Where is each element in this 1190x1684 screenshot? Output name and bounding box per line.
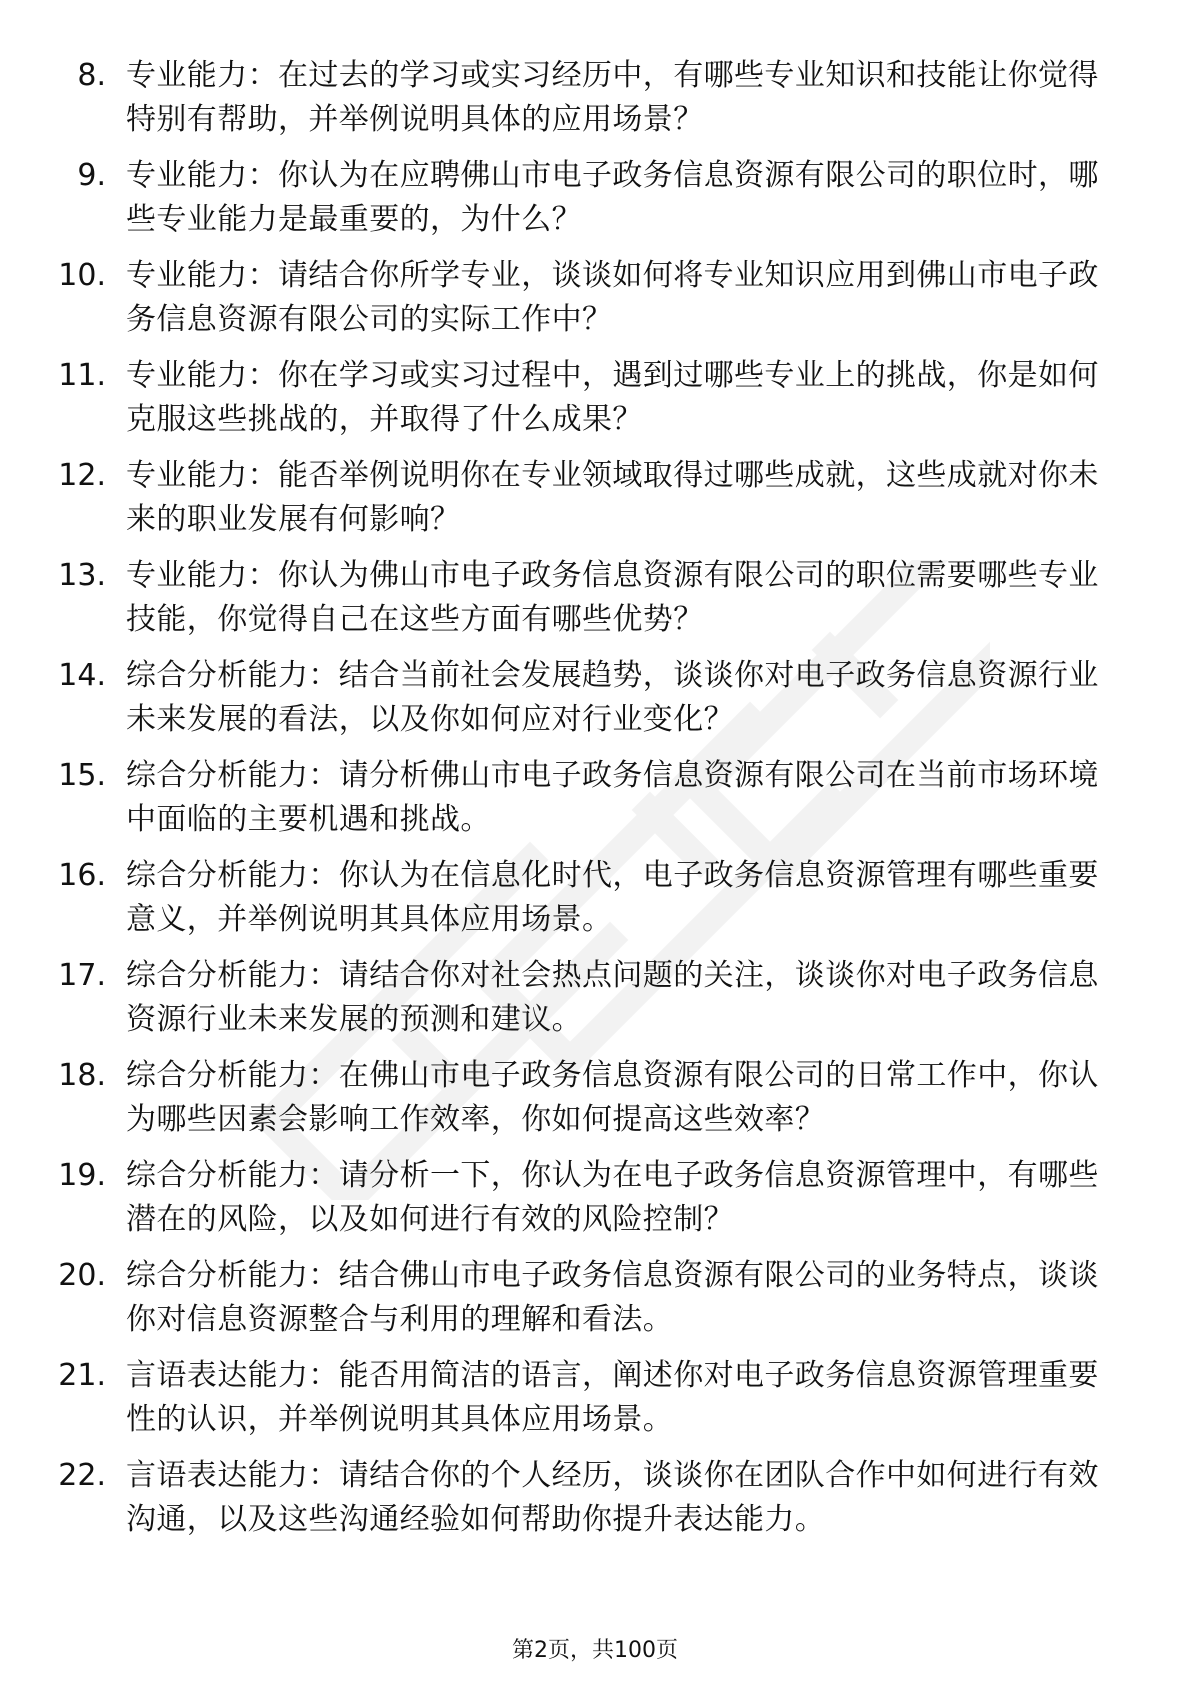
question-number: 21.: [58, 1358, 106, 1393]
question-text: 专业能力：你在学习或实习过程中，遇到过哪些专业上的挑战，你是如何克服这些挑战的，并取得了什么成果？: [126, 358, 1099, 437]
list-item: [0, 1052, 1190, 1152]
page-number-footer: 第2页，共100页: [512, 1638, 678, 1663]
question-number: 9.: [77, 158, 106, 193]
question-text: 专业能力：请结合你所学专业，谈谈如何将专业知识应用到佛山市电子政务信息资源有限公司的实际工作中？: [126, 258, 1099, 337]
question-text: 言语表达能力：能否用简洁的语言，阐述你对电子政务信息资源管理重要性的认识，并举例说明其具体应用场景。: [126, 1358, 1099, 1437]
question-number: 14.: [58, 658, 106, 693]
question-number: 16.: [58, 858, 106, 893]
list-item: [0, 252, 1190, 352]
list-item: [0, 52, 1190, 152]
question-number: 8.: [77, 58, 106, 93]
list-item: [0, 652, 1190, 752]
list-item: [0, 152, 1190, 252]
question-text: 综合分析能力：在佛山市电子政务信息资源有限公司的日常工作中，你认为哪些因素会影响工作效率，你如何提高这些效率？: [126, 1058, 1099, 1137]
list-item: [0, 952, 1190, 1052]
question-text: 综合分析能力：请结合你对社会热点问题的关注，谈谈你对电子政务信息资源行业未来发展的预测和建议。: [126, 958, 1099, 1037]
question-text: 言语表达能力：请结合你的个人经历，谈谈你在团队合作中如何进行有效沟通，以及这些沟通经验如何帮助你提升表达能力。: [126, 1458, 1099, 1537]
question-text: 综合分析能力：请分析佛山市电子政务信息资源有限公司在当前市场环境中面临的主要机遇和挑战。: [126, 758, 1099, 837]
question-text: 综合分析能力：结合当前社会发展趋势，谈谈你对电子政务信息资源行业未来发展的看法，以及你如何应对行业变化？: [126, 658, 1099, 737]
question-number: 20.: [58, 1258, 106, 1293]
question-text: 专业能力：你认为在应聘佛山市电子政务信息资源有限公司的职位时，哪些专业能力是最重要的，为什么？: [126, 158, 1099, 237]
question-text: 综合分析能力：你认为在信息化时代，电子政务信息资源管理有哪些重要意义，并举例说明其具体应用场景。: [126, 858, 1099, 937]
question-number: 10.: [58, 258, 106, 293]
list-item: [0, 552, 1190, 652]
question-text: 专业能力：在过去的学习或实习经历中，有哪些专业知识和技能让你觉得特别有帮助，并举例说明具体的应用场景？: [126, 58, 1099, 137]
question-number: 22.: [58, 1458, 106, 1493]
question-number: 15.: [58, 758, 106, 793]
list-item: [0, 452, 1190, 552]
question-number: 18.: [58, 1058, 106, 1093]
question-number: 12.: [58, 458, 106, 493]
list-item: [0, 1452, 1190, 1552]
question-text: 综合分析能力：结合佛山市电子政务信息资源有限公司的业务特点，谈谈你对信息资源整合与利用的理解和看法。: [126, 1258, 1099, 1337]
question-number: 11.: [58, 358, 106, 393]
question-text: 专业能力：能否举例说明你在专业领域取得过哪些成就，这些成就对你未来的职业发展有何影响？: [126, 458, 1099, 537]
list-item: [0, 752, 1190, 852]
list-item: [0, 1152, 1190, 1252]
question-text: 综合分析能力：请分析一下，你认为在电子政务信息资源管理中，有哪些潜在的风险，以及如何进行有效的风险控制？: [126, 1158, 1099, 1237]
question-number: 17.: [58, 958, 106, 993]
list-item: [0, 1252, 1190, 1352]
list-item: [0, 1352, 1190, 1452]
list-item: [0, 852, 1190, 952]
list-item: [0, 352, 1190, 452]
question-number: 13.: [58, 558, 106, 593]
question-number: 19.: [58, 1158, 106, 1193]
question-list: [0, 52, 1190, 1552]
question-text: 专业能力：你认为佛山市电子政务信息资源有限公司的职位需要哪些专业技能，你觉得自己在这些方面有哪些优势？: [126, 558, 1099, 637]
